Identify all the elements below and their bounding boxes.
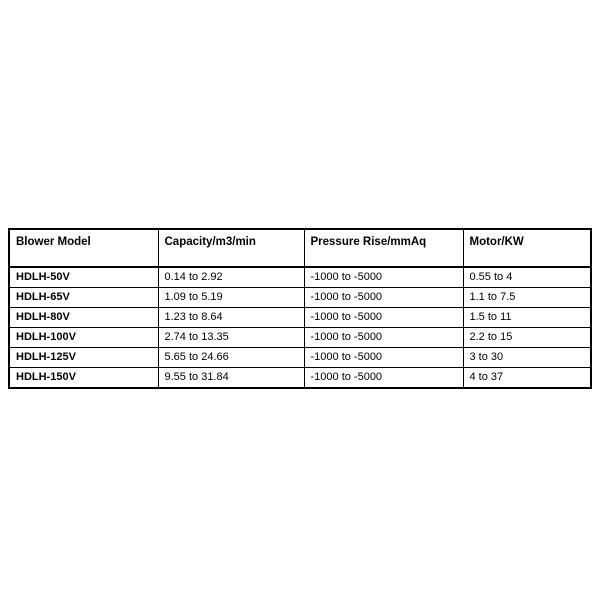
table-body xyxy=(9,267,591,388)
cell-capacity: 5.65 to 24.66 xyxy=(158,348,304,368)
cell-pressure: -1000 to -5000 xyxy=(304,308,463,328)
blower-specification-table xyxy=(8,228,592,389)
cell-capacity: 0.14 to 2.92 xyxy=(158,267,304,288)
column-header-blower-model-label: Blower Model xyxy=(16,236,91,248)
cell-model: HDLH-80V xyxy=(9,308,158,328)
cell-model: HDLH-150V xyxy=(9,368,158,389)
cell-pressure: -1000 to -5000 xyxy=(304,348,463,368)
table-row xyxy=(9,328,591,348)
column-header-capacity-label: Capacity/m3/min xyxy=(164,236,256,248)
table-header-row xyxy=(9,229,591,267)
column-header-motor-label: Motor/KW xyxy=(469,236,524,248)
specification-table-container xyxy=(8,228,590,389)
cell-motor: 4 to 37 xyxy=(463,368,591,389)
cell-capacity: 1.23 to 8.64 xyxy=(158,308,304,328)
cell-pressure: -1000 to -5000 xyxy=(304,328,463,348)
table-header xyxy=(9,229,591,267)
table-row xyxy=(9,348,591,368)
cell-capacity: 2.74 to 13.35 xyxy=(158,328,304,348)
cell-pressure: -1000 to -5000 xyxy=(304,288,463,308)
cell-motor: 1.1 to 7.5 xyxy=(463,288,591,308)
cell-model: HDLH-100V xyxy=(9,328,158,348)
cell-pressure: -1000 to -5000 xyxy=(304,267,463,288)
cell-capacity: 9.55 to 31.84 xyxy=(158,368,304,389)
column-header-capacity xyxy=(158,229,304,267)
column-header-motor xyxy=(463,229,591,267)
cell-model: HDLH-65V xyxy=(9,288,158,308)
cell-pressure: -1000 to -5000 xyxy=(304,368,463,389)
column-header-blower-model xyxy=(9,229,158,267)
cell-motor: 3 to 30 xyxy=(463,348,591,368)
cell-motor: 0.55 to 4 xyxy=(463,267,591,288)
column-header-pressure-rise-label: Pressure Rise/mmAq xyxy=(310,236,427,248)
table-row xyxy=(9,267,591,288)
cell-model: HDLH-50V xyxy=(9,267,158,288)
cell-capacity: 1.09 to 5.19 xyxy=(158,288,304,308)
column-header-pressure-rise xyxy=(304,229,463,267)
table-row xyxy=(9,308,591,328)
table-row xyxy=(9,288,591,308)
cell-model: HDLH-125V xyxy=(9,348,158,368)
cell-motor: 2.2 to 15 xyxy=(463,328,591,348)
table-row xyxy=(9,368,591,389)
cell-motor: 1.5 to 11 xyxy=(463,308,591,328)
